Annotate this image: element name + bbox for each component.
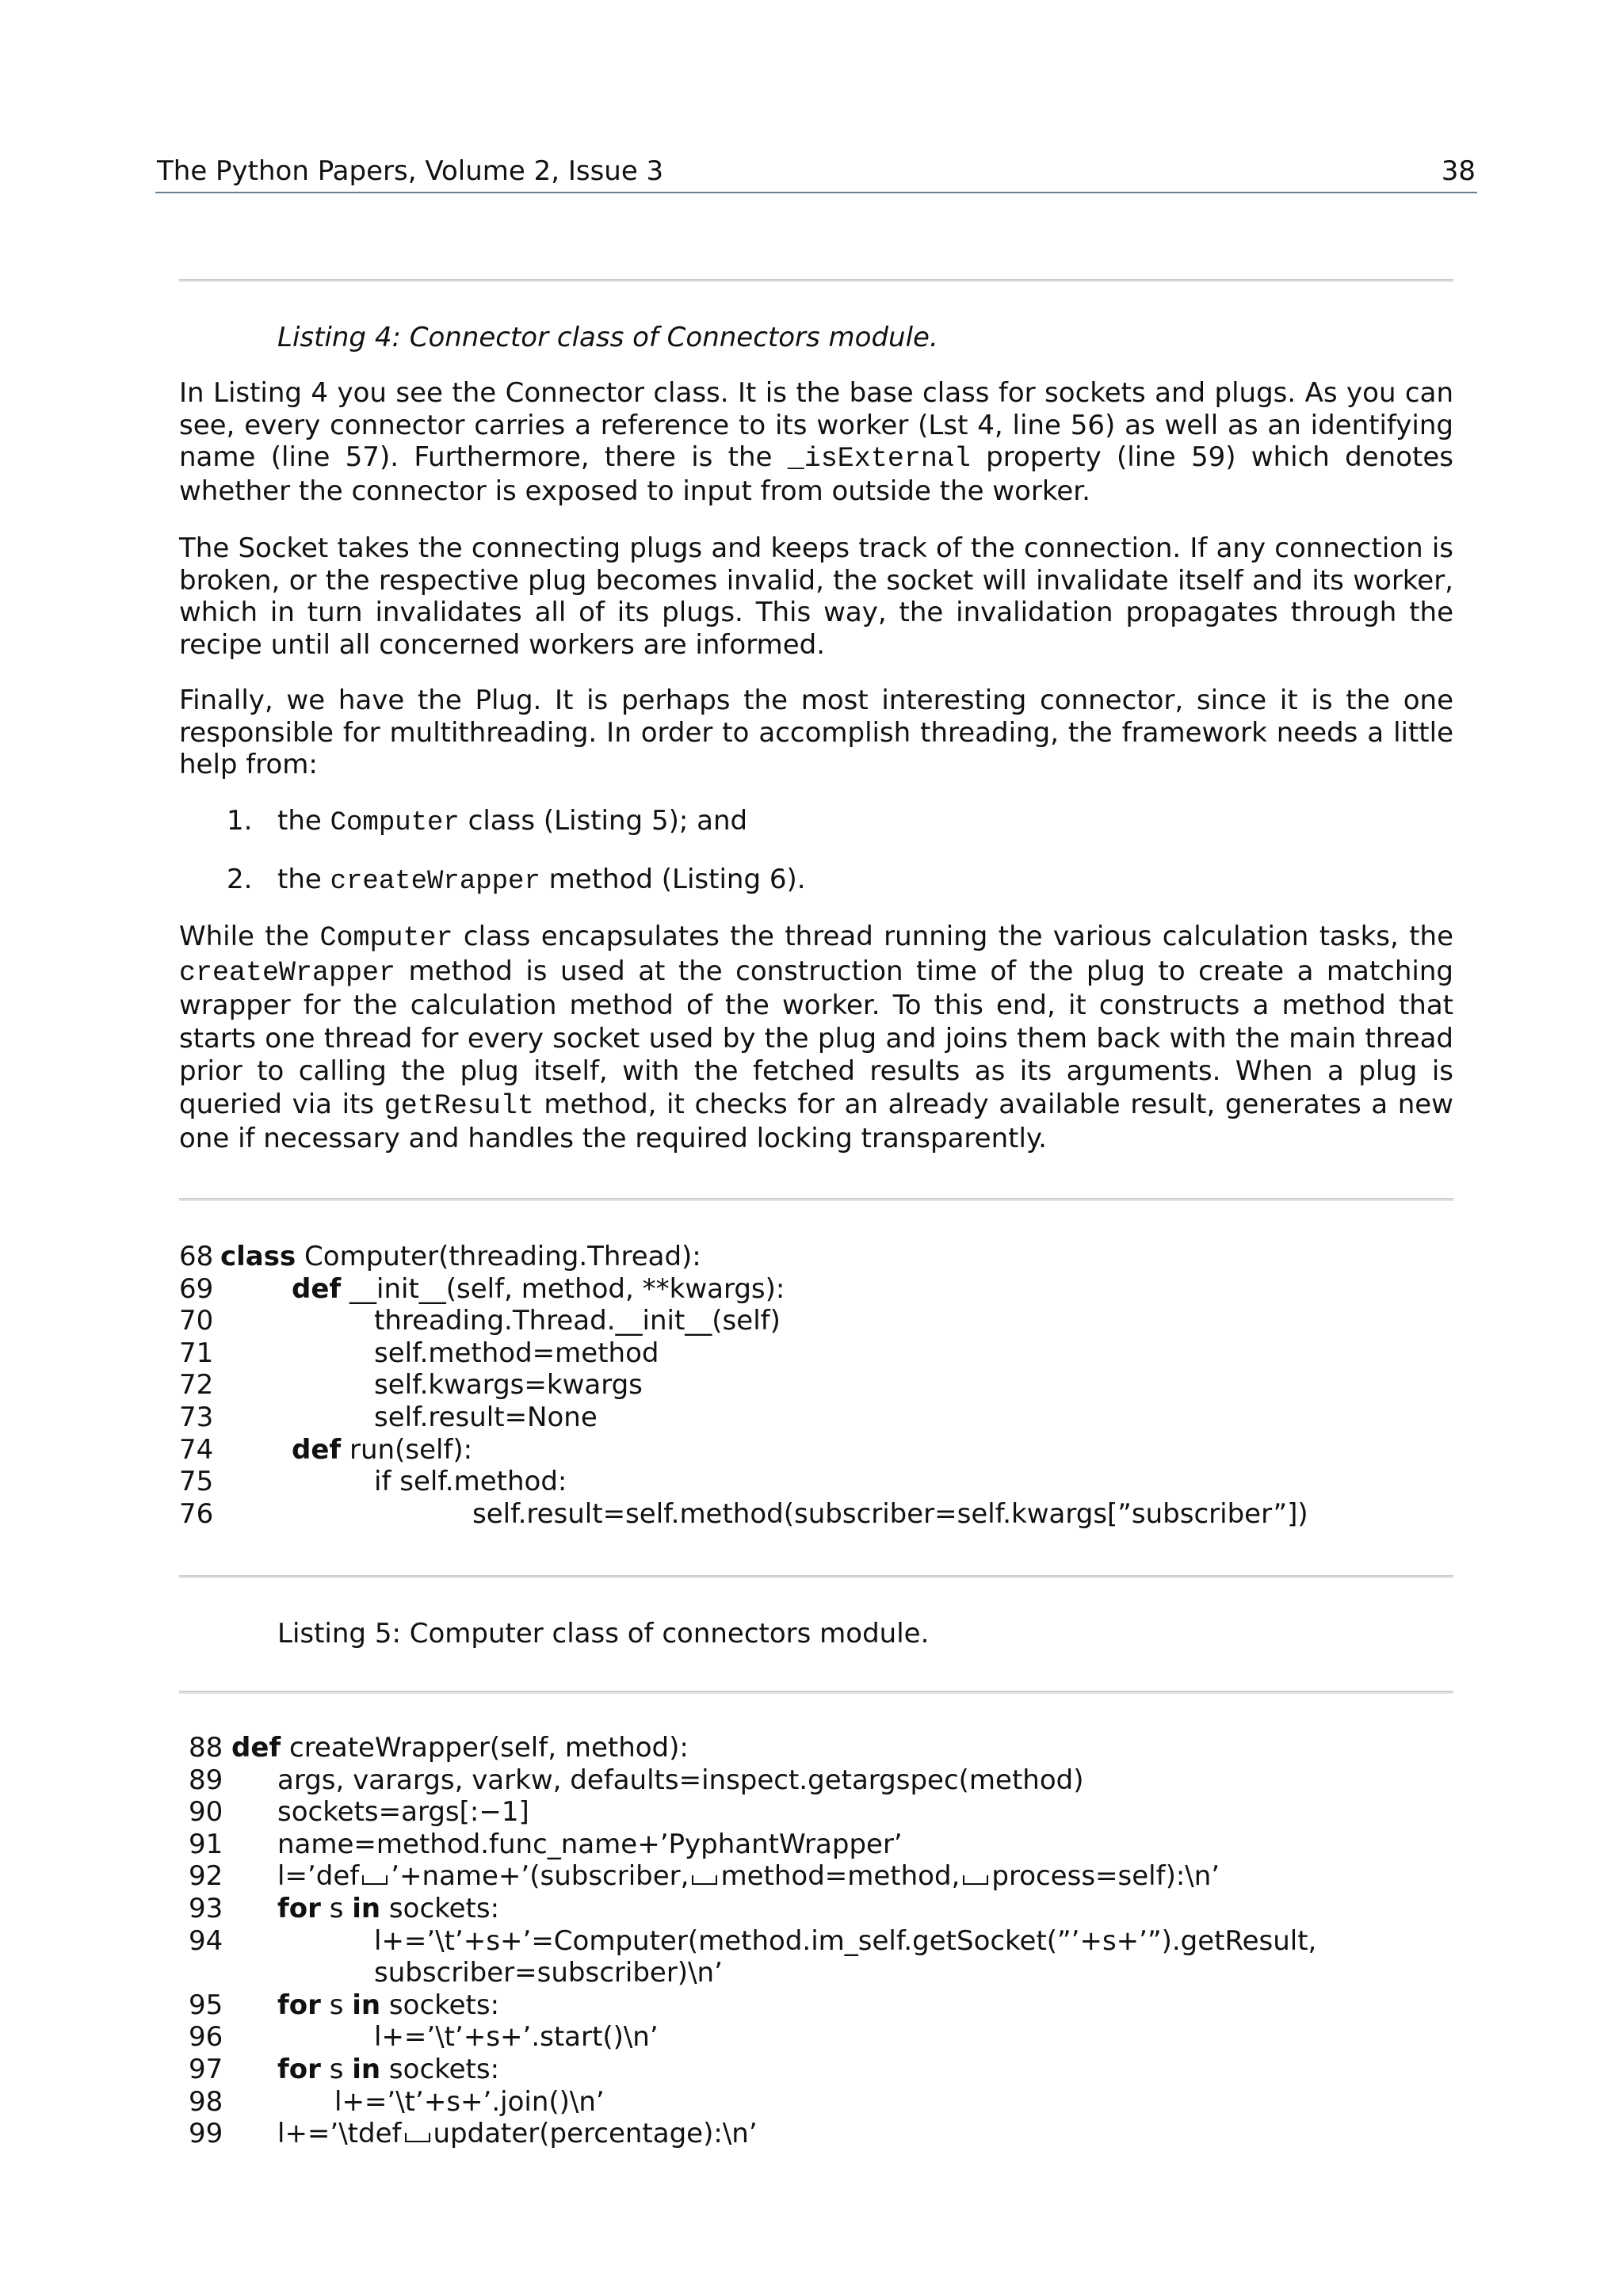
paragraph-computer: While the Computer class encapsulates the thread running the various calculation tasks, the createWrapper method is used at the construction time of the plug to create a matching wrapper for the calculation method of the worker. To this end, it constructs a method that starts one thread for every socket used by the plug and joins them back with the main thread prior to calling the plug itself, with the fetched results as its arguments. When a plug is queried via its getResult method, it checks for an already available result, generates a new one if necessary and handles the required locking transparently. [179,921,1453,1154]
inline-code: Computer [330,808,460,838]
listing5-caption: Listing 5: Computer class of connectors module. [277,1618,930,1650]
list-item: 2. the createWrapper method (Listing 6). [227,864,806,897]
paragraph-socket: The Socket takes the connecting plugs and keeps track of the connection. If any connection is broken, or the respective plug becomes invalid, the socket will invalidate itself and its worker, which in turn invalidates all of its plugs. This way, the invalidation propagates through the recipe until all concerned workers are informed. [179,532,1453,661]
visible-space-icon [405,2133,430,2142]
paragraph-plug: Finally, we have the Plug. It is perhaps the most interesting connector, since it is the one responsible for multithreading. In order to accomplish threading, the framework needs a little help from: [179,685,1453,781]
listing-rule [179,1575,1453,1578]
inline-code: _isExternal [787,443,971,475]
listing5-code: 68 class Computer(threading.Thread): 69 def __init__(self, method, **kwargs): 70 threading.Thread.__init__(self) 71 self.method=method 72 self.kwargs=kwargs 73 self.result=None 74 def run(self): 75 if self.method: 76 self.result=self.method(subscriber=self.kwargs[”subscriber”]) [179,1241,1308,1530]
visible-space-icon [692,1875,717,1885]
page-header [155,151,1477,193]
listing-rule [179,1198,1453,1201]
paragraph-connector: In Listing 4 you see the Connector class. It is the base class for sockets and plugs. As you can see, every connector carries a reference to its worker (Lst 4, line 56) as well as an identifying name (line 57). Furthermore, there is the _isExternal property (line 59) which denotes whether the connector is exposed to input from outside the worker. [179,377,1453,507]
listing6-code: 88 def createWrapper(self, method): 89 args, varargs, varkw, defaults=inspect.getargspec(method) 90 sockets=args[:−1] 91 name=method.func_name+’PyphantWrapper’ 92 l=’def ’+name+’(subscriber, method=method, process=self):\n’ 93 for s in sockets: 94 l+=’\t’+s+’=Computer(method.im_self.getSocket(”’+s+’”).getResult, subscriber=subscriber)\n’ 95 for s in sockets: 96 l+=’\t’+s+’.start()\n’ 97 for s in sockets: 98 l+=’\t’+s+’.join()\n’ 99 l+=’\tdef updater(percentage):\n’ [189,1732,1317,2150]
visible-space-icon [362,1875,388,1885]
visible-space-icon [963,1875,988,1885]
page-number: 38 [1441,155,1476,187]
listing4-caption: Listing 4: Connector class of Connectors module. [277,322,938,353]
listing-rule [179,279,1453,282]
inline-code: createWrapper [330,867,540,897]
journal-title: The Python Papers, Volume 2, Issue 3 [157,155,664,187]
list-item: 1. the Computer class (Listing 5); and [227,805,748,838]
listing-rule [179,1691,1453,1694]
